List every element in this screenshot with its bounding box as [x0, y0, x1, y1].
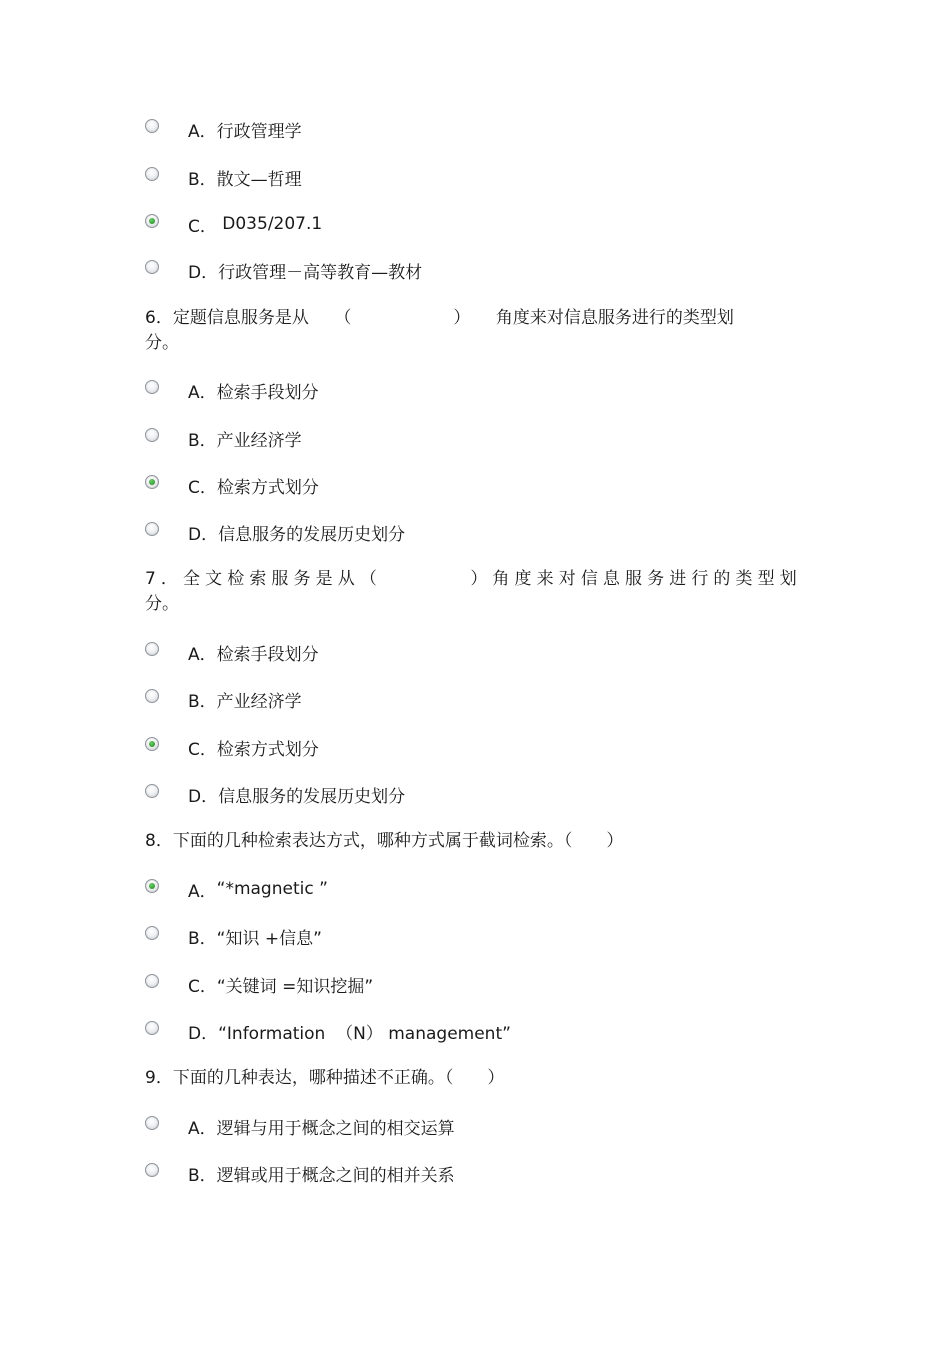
option-letter: B．: [188, 691, 217, 712]
q6-option-b[interactable]: [145, 426, 302, 450]
radio-unchecked-icon[interactable]: [145, 522, 159, 536]
option-text: “知识 +信息”: [216, 928, 322, 949]
option-letter: B．: [188, 928, 217, 949]
option-text: 检索方式划分: [216, 739, 319, 760]
q5-option-c[interactable]: [145, 212, 322, 236]
option-text: D035/207.1: [216, 214, 323, 234]
q5-option-b[interactable]: [145, 165, 302, 189]
radio-unchecked-icon[interactable]: [145, 167, 159, 181]
option-text: 散文—哲理: [216, 169, 302, 190]
q7-option-b[interactable]: [145, 687, 302, 711]
radio-unchecked-icon[interactable]: [145, 974, 159, 988]
radio-checked-icon[interactable]: [145, 475, 159, 489]
option-text: “Information （N） management”: [218, 1023, 511, 1044]
q8-option-a[interactable]: [145, 877, 328, 901]
option-text: 信息服务的发展历史划分: [218, 524, 406, 545]
q6-option-a[interactable]: [145, 378, 319, 402]
radio-unchecked-icon[interactable]: [145, 119, 159, 133]
q7-option-c[interactable]: [145, 735, 319, 759]
q5-option-d[interactable]: [145, 258, 422, 282]
radio-unchecked-icon[interactable]: [145, 260, 159, 274]
option-text: “关键词 =知识挖掘”: [216, 976, 374, 997]
option-text: 逻辑或用于概念之间的相并关系: [216, 1165, 455, 1186]
radio-unchecked-icon[interactable]: [145, 926, 159, 940]
question-6: [145, 306, 810, 356]
option-letter: B．: [188, 169, 217, 190]
question-text: 9．下面的几种表达，哪种描述不正确。（ ）: [145, 1068, 505, 1088]
radio-unchecked-icon[interactable]: [145, 642, 159, 656]
radio-unchecked-icon[interactable]: [145, 380, 159, 394]
option-text: 检索手段划分: [216, 644, 319, 665]
option-text: 检索方式划分: [216, 477, 319, 498]
option-text: 行政管理－高等教育—教材: [218, 262, 423, 283]
question-9: [145, 1066, 810, 1091]
radio-checked-icon[interactable]: [145, 214, 159, 228]
q8-option-c[interactable]: [145, 972, 373, 996]
option-letter: A．: [188, 121, 217, 142]
option-letter: A．: [188, 382, 217, 403]
question-8: [145, 829, 810, 854]
radio-unchecked-icon[interactable]: [145, 1021, 159, 1035]
option-letter: A．: [188, 1118, 217, 1139]
option-letter: A．: [188, 881, 217, 902]
question-text-cont: 分。: [145, 333, 179, 353]
option-text: 产业经济学: [216, 430, 302, 451]
option-text: 逻辑与用于概念之间的相交运算: [216, 1118, 455, 1139]
radio-checked-icon[interactable]: [145, 879, 159, 893]
q9-option-b[interactable]: [145, 1161, 455, 1185]
question-7: [145, 567, 810, 617]
option-letter: C．: [188, 216, 217, 237]
radio-unchecked-icon[interactable]: [145, 689, 159, 703]
question-text: 6．定题信息服务是从 （ ） 角度来对信息服务进行的类型划: [145, 308, 734, 328]
radio-unchecked-icon[interactable]: [145, 1163, 159, 1177]
option-text: 信息服务的发展历史划分: [218, 786, 406, 807]
question-text-cont: 分。: [145, 594, 179, 614]
option-letter: D．: [188, 786, 219, 807]
question-text: 8．下面的几种检索表达方式，哪种方式属于截词检索。（ ）: [145, 831, 624, 851]
option-letter: C．: [188, 739, 217, 760]
q8-option-d[interactable]: [145, 1019, 511, 1043]
q8-option-b[interactable]: [145, 924, 322, 948]
option-letter: D．: [188, 1023, 219, 1044]
q6-option-d[interactable]: [145, 520, 405, 544]
option-text: 行政管理学: [216, 121, 302, 142]
radio-unchecked-icon[interactable]: [145, 1116, 159, 1130]
radio-unchecked-icon[interactable]: [145, 428, 159, 442]
q6-option-c[interactable]: [145, 473, 319, 497]
option-letter: D．: [188, 262, 219, 283]
option-letter: C．: [188, 976, 217, 997]
q7-option-a[interactable]: [145, 640, 319, 664]
q7-option-d[interactable]: [145, 782, 405, 806]
option-letter: B．: [188, 1165, 217, 1186]
radio-checked-icon[interactable]: [145, 737, 159, 751]
radio-unchecked-icon[interactable]: [145, 784, 159, 798]
option-text: 检索手段划分: [216, 382, 319, 403]
q9-option-a[interactable]: [145, 1114, 455, 1138]
option-letter: C．: [188, 477, 217, 498]
question-text: 7．全文检索服务是从（ ）角度来对信息服务进行的类型划: [145, 569, 802, 589]
option-text: 产业经济学: [216, 691, 302, 712]
option-letter: A．: [188, 644, 217, 665]
option-text: “*magnetic ”: [216, 879, 328, 899]
option-letter: D．: [188, 524, 219, 545]
option-letter: B．: [188, 430, 217, 451]
q5-option-a[interactable]: [145, 117, 302, 141]
